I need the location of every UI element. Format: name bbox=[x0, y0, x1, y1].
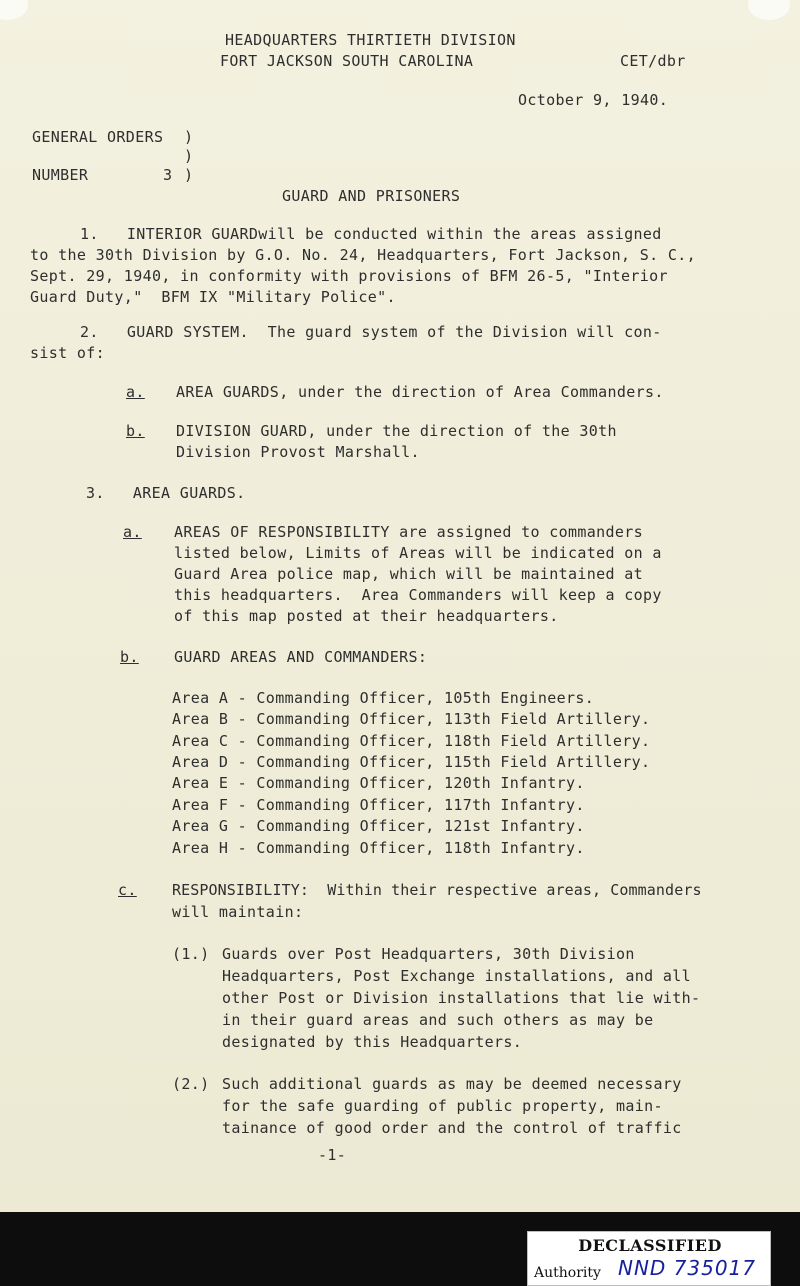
bracket: ) bbox=[184, 128, 194, 146]
para3-heading: 3. AREA GUARDS. bbox=[86, 484, 246, 502]
stamp-authority-label: Authority bbox=[534, 1265, 601, 1281]
item-2-line-2: for the safe guarding of public property, main- bbox=[222, 1097, 663, 1115]
document-date: October 9, 1940. bbox=[518, 91, 669, 109]
para2-line-2: sist of: bbox=[30, 344, 106, 362]
para3-a-line-1: AREAS OF RESPONSIBILITY are assigned to commanders bbox=[174, 523, 644, 541]
para2-a-text: AREA GUARDS, under the direction of Area Commanders. bbox=[176, 383, 664, 401]
item-2-number: (2.) bbox=[172, 1075, 210, 1093]
para2-a-letter: a. bbox=[126, 383, 145, 401]
item-1-line-3: other Post or Division installations that lie with- bbox=[222, 989, 701, 1007]
para1-line-1: 1. INTERIOR GUARDwill be conducted within the areas assigned bbox=[80, 225, 662, 243]
area-row: Area B - Commanding Officer, 113th Field Artillery. bbox=[172, 710, 651, 728]
para3-b-letter: b. bbox=[120, 648, 139, 666]
bracket: ) bbox=[184, 147, 194, 165]
area-row: Area H - Commanding Officer, 118th Infantry. bbox=[172, 839, 585, 857]
area-row: Area E - Commanding Officer, 120th Infantry. bbox=[172, 774, 585, 792]
para3-a-line-2: listed below, Limits of Areas will be indicated on a bbox=[174, 544, 662, 562]
item-1-number: (1.) bbox=[172, 945, 210, 963]
para2-line-1: 2. GUARD SYSTEM. The guard system of the Division will con- bbox=[80, 323, 662, 341]
area-row: Area F - Commanding Officer, 117th Infantry. bbox=[172, 796, 585, 814]
para3-a-line-5: of this map posted at their headquarters. bbox=[174, 607, 559, 625]
para3-a-line-3: Guard Area police map, which will be maintained at bbox=[174, 565, 644, 583]
paper-edge-left bbox=[0, 0, 28, 20]
declassified-stamp bbox=[527, 1231, 771, 1286]
header-reference: CET/dbr bbox=[620, 52, 686, 70]
para1-line-2: to the 30th Division by G.O. No. 24, Headquarters, Fort Jackson, S. C., bbox=[30, 246, 697, 264]
header-line-2: FORT JACKSON SOUTH CAROLINA bbox=[220, 52, 474, 70]
header-line-1: HEADQUARTERS THIRTIETH DIVISION bbox=[225, 31, 516, 49]
item-2-line-1: Such additional guards as may be deemed necessary bbox=[222, 1075, 682, 1093]
para3-a-letter: a. bbox=[123, 523, 142, 541]
para2-b-text-1: DIVISION GUARD, under the direction of the 30th bbox=[176, 422, 617, 440]
item-1-line-5: designated by this Headquarters. bbox=[222, 1033, 523, 1051]
para3-c-letter: c. bbox=[118, 881, 137, 899]
page-number: -1- bbox=[318, 1146, 347, 1164]
area-row: Area A - Commanding Officer, 105th Engineers. bbox=[172, 689, 595, 707]
para1-line-4: Guard Duty," BFM IX "Military Police". bbox=[30, 288, 396, 306]
number-label: NUMBER bbox=[32, 166, 89, 184]
para2-b-text-2: Division Provost Marshall. bbox=[176, 443, 420, 461]
item-2-line-3: tainance of good order and the control of traffic bbox=[222, 1119, 682, 1137]
area-row: Area C - Commanding Officer, 118th Field Artillery. bbox=[172, 732, 651, 750]
area-row: Area D - Commanding Officer, 115th Field Artillery. bbox=[172, 753, 651, 771]
para3-c-line-2: will maintain: bbox=[172, 903, 304, 921]
para1-line-3: Sept. 29, 1940, in conformity with provisions of BFM 26-5, "Interior bbox=[30, 267, 668, 285]
item-1-line-1: Guards over Post Headquarters, 30th Division bbox=[222, 945, 635, 963]
paper-edge-right bbox=[748, 0, 790, 20]
stamp-title: DECLASSIFIED bbox=[578, 1236, 722, 1255]
order-number: 3 bbox=[163, 166, 173, 184]
item-1-line-4: in their guard areas and such others as may be bbox=[222, 1011, 654, 1029]
area-row: Area G - Commanding Officer, 121st Infantry. bbox=[172, 817, 585, 835]
bracket: ) bbox=[184, 166, 194, 184]
para3-c-line-1: RESPONSIBILITY: Within their respective areas, Commanders bbox=[172, 881, 702, 899]
general-orders-label: GENERAL ORDERS bbox=[32, 128, 164, 146]
order-title: GUARD AND PRISONERS bbox=[282, 187, 461, 205]
stamp-authority-signature: NND 735017 bbox=[618, 1256, 757, 1280]
para3-b-heading: GUARD AREAS AND COMMANDERS: bbox=[174, 648, 428, 666]
para3-a-line-4: this headquarters. Area Commanders will keep a copy bbox=[174, 586, 662, 604]
para2-b-letter: b. bbox=[126, 422, 145, 440]
item-1-line-2: Headquarters, Post Exchange installations, and all bbox=[222, 967, 692, 985]
